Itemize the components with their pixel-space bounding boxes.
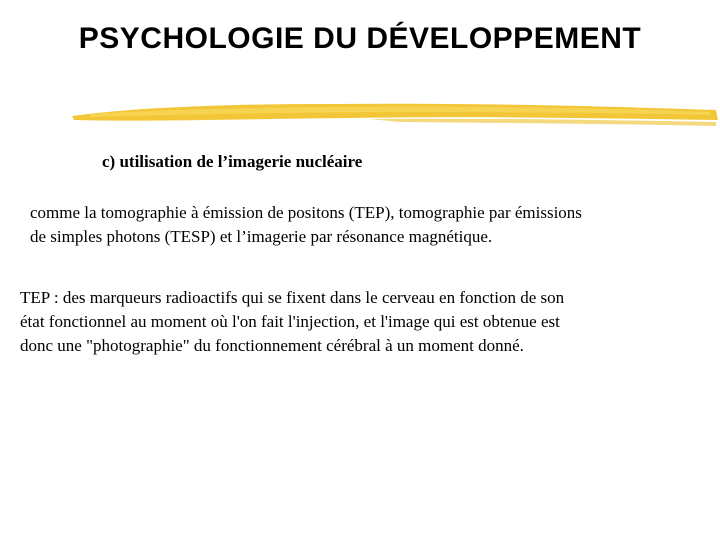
paragraph2-line: donc une "photographie" du fonctionnement cérébral à un moment donné. — [20, 336, 524, 355]
paragraph1-line: comme la tomographie à émission de positons (TEP), tomographie par émissions — [30, 203, 582, 222]
paragraph-imaging-methods — [30, 201, 700, 249]
paragraph-tep-definition — [20, 286, 700, 358]
slide-title: PSYCHOLOGIE DU DÉVELOPPEMENT — [78, 22, 642, 55]
paragraph1-line: de simples photons (TESP) et l’imagerie par résonance magnétique. — [30, 227, 493, 246]
title-underline-brushstroke — [70, 100, 720, 132]
paragraph2-line: TEP : des marqueurs radioactifs qui se fixent dans le cerveau en fonction de son — [20, 288, 565, 307]
brushstroke-lower-edge — [370, 119, 716, 126]
section-subtitle: c) utilisation de l’imagerie nucléaire — [102, 152, 363, 171]
paragraph2-line: état fonctionnel au moment où l'on fait l'injection, et l'image qui est obtenue est — [20, 312, 560, 331]
